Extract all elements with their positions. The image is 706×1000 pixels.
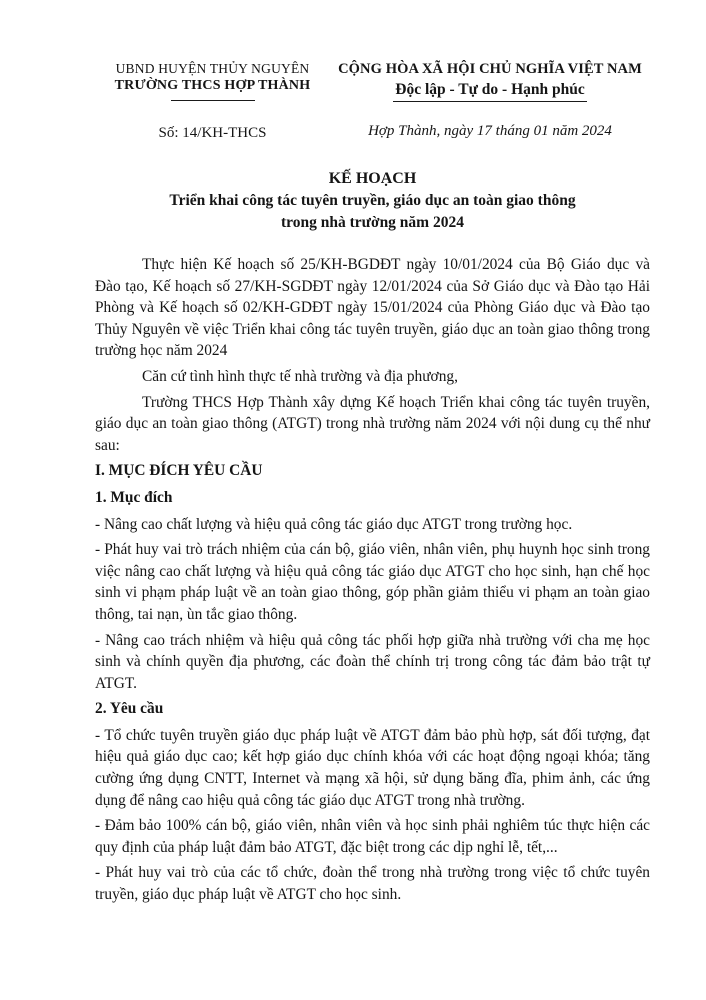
intro-paragraph: Trường THCS Hợp Thành xây dựng Kế hoạch Triển khai công tác tuyên truyền, giáo dục an toàn giao thông (ATGT) trong nhà trường năm 2024 với nội dung cụ thể như sau: bbox=[95, 393, 650, 454]
bullet-item: - Tổ chức tuyên truyền giáo dục pháp luật về ATGT đảm bảo phù hợp, sát đối tượng, đạt hiệu quả giáo dục cao; kết hợp giáo dục chính khóa với các hoạt động ngoại khóa; tăng cường ứng dụng CNTT, Internet và mạng xã hội, sử dụng băng đĩa, phim ảnh, các ứng dụng để nâng cao hiệu quả công tác giáo dục ATGT trong nhà trường. bbox=[95, 726, 650, 809]
bullet-item: - Nâng cao trách nhiệm và hiệu quả công tác phối hợp giữa nhà trường với cha mẹ học sinh và chính quyền địa phương, các đoàn thể chính trị trong công tác đảm bảo trật tự ATGT. bbox=[95, 631, 650, 692]
title-subtitle-line1: Triển khai công tác tuyên truyền, giáo dục an toàn giao thông bbox=[169, 192, 576, 209]
bullet-item: - Nâng cao chất lượng và hiệu quả công tác giáo dục ATGT trong trường học. bbox=[95, 515, 573, 533]
document-body bbox=[95, 254, 650, 906]
doc-number: Số: 14/KH-THCS bbox=[158, 125, 267, 141]
header-divider bbox=[171, 100, 255, 101]
org-name: UBND HUYỆN THỦY NGUYÊN bbox=[115, 61, 310, 76]
issuing-org-block bbox=[95, 60, 330, 142]
document-title bbox=[95, 168, 650, 234]
subsection-heading-muc-dich: 1. Mục đích bbox=[95, 488, 173, 506]
subsection-heading-yeu-cau: 2. Yêu cầu bbox=[95, 700, 164, 718]
school-name: TRƯỜNG THCS HỢP THÀNH bbox=[114, 78, 311, 93]
place-date: Hợp Thành, ngày 17 tháng 01 năm 2024 bbox=[368, 123, 612, 139]
national-motto: Độc lập - Tự do - Hạnh phúc bbox=[393, 80, 586, 102]
document-header bbox=[95, 60, 650, 142]
title-heading: KẾ HOẠCH bbox=[328, 170, 417, 187]
title-subtitle-line2: trong nhà trường năm 2024 bbox=[281, 214, 464, 231]
intro-paragraph: Căn cứ tình hình thực tế nhà trường và địa phương, bbox=[142, 367, 458, 385]
intro-paragraph: Thực hiện Kế hoạch số 25/KH-BGDĐT ngày 10/01/2024 của Bộ Giáo dục và Đào tạo, Kế hoạch số 27/KH-SGDĐT ngày 12/01/2024 của Sở Giáo dục và Đào tạo Hải Phòng và Kế hoạch số 02/KH-GDĐT ngày 15/01/2024 của Phòng Giáo dục và Đào tạo Thủy Nguyên về việc Triển khai công tác tuyên truyền, giáo dục an toàn giao thông trong trường học năm 2024 bbox=[95, 256, 650, 360]
bullet-item: - Phát huy vai trò trách nhiệm của cán bộ, giáo viên, nhân viên, phụ huynh học sinh trong việc nâng cao chất lượng và hiệu quả công tác giáo dục ATGT cho học sinh, hạn chế học sinh vi phạm pháp luật về an toàn giao thông, góp phần giảm thiểu vi phạm an toàn giao thông, tai nạn, ùn tắc giao thông. bbox=[95, 541, 650, 623]
section-heading-i: I. MỤC ĐÍCH YÊU CẦU bbox=[95, 462, 263, 480]
national-header-block bbox=[330, 60, 650, 140]
country-name: CỘNG HÒA XÃ HỘI CHỦ NGHĨA VIỆT NAM bbox=[338, 61, 642, 77]
bullet-item: - Đảm bảo 100% cán bộ, giáo viên, nhân viên và học sinh phải nghiêm túc thực hiện các quy định của pháp luật đảm bảo ATGT, đặc biệt trong các dịp nghỉ lễ, tết,... bbox=[95, 817, 650, 856]
bullet-item: - Phát huy vai trò của các tổ chức, đoàn thể trong nhà trường trong việc tổ chức tuyên truyền, giáo dục pháp luật về ATGT cho học sinh. bbox=[95, 864, 650, 904]
